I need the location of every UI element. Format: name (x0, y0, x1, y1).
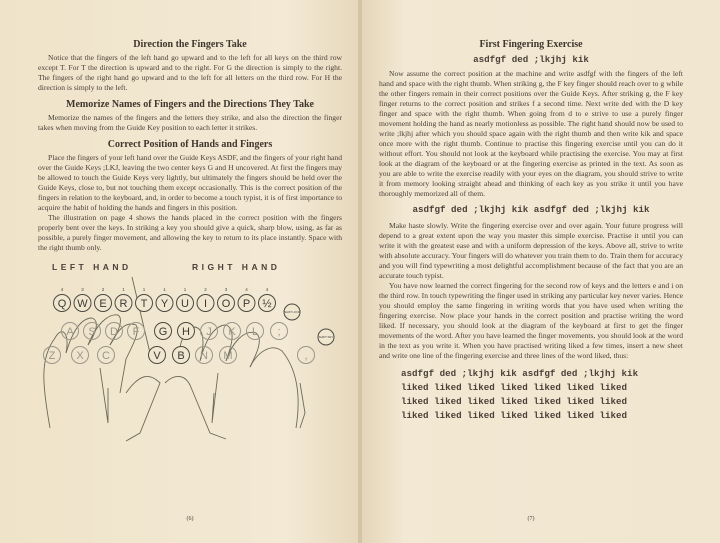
key-N (196, 347, 213, 364)
key-label: U (181, 297, 189, 310)
key-label: K (228, 325, 236, 338)
sample-line: liked liked liked liked liked liked liked (401, 382, 628, 393)
key-label: S (88, 325, 96, 338)
finger-number: 2 (204, 287, 207, 292)
key-label: SHIFT LOCK (284, 310, 300, 314)
heading-first-fingering: First Fingering Exercise (479, 39, 583, 50)
key-½ (259, 295, 276, 312)
finger-number: 3 (81, 287, 84, 292)
key-X (72, 347, 89, 364)
key-label: G (158, 325, 168, 338)
exercise-title: asdfgf ded ;lkjhj kik (473, 54, 589, 65)
heading-correct-position: Correct Position of Hands and Fingers (107, 139, 273, 150)
key-V (149, 347, 166, 364)
key-label: Q (57, 297, 67, 310)
paragraph: Make haste slowly. Write the fingering exercise over and over again. Your future progress will depend to a great extent upon the way you master this simple exercise. Practise it until you can write it with the greatest ease and with a uniform depression of the keys. Above all, strive to write with absolute accuracy. Your fingers will do whatever you train them to do. Train them for accuracy and you will find typewriting a most delightful accomplishment because of the fact that you are an accurate touch typist. (379, 221, 683, 280)
keyboard-diagram (0, 273, 359, 443)
key-Q (54, 295, 71, 312)
key-label: O (221, 297, 231, 310)
key-H (178, 323, 195, 340)
key-S (84, 323, 101, 340)
key-label: M (223, 349, 233, 362)
key-C (98, 347, 115, 364)
key-Y (156, 295, 173, 312)
paragraph: Now assume the correct position at the machine and write asdfgf with the fingers of the left hand and space with the right thumb. When striking g, the F key finger should reach over to g while the other fingers remain in their correct positions over the Guide Keys. After striking g, the F key finger returns to the correct position and strikes f a second time. Next write ded with the D key finger and space with the right thumb. When going from d to e strive to use a purely finger movement holding the hand as nearly motionless as possible. The right hand should now be used to write ;lkjhj after which you should space again with the right thumb and then write kik and space once more with the right thumb. Continue to practise this fingering exercise until you can do it without effort. You should not look at the keyboard while practising the exercise. You may at first look at the diagram of the keyboard or at the fingering exercise as printed in the text. As soon as you are able to write the exercise readily with your eyes on the diagram, you should strive to write it from memory looking straight ahead and thinking of each key as you strike it until you have thoroughly memorized all of them. (379, 69, 683, 198)
sample-line: asdfgf ded ;lkjhj kik asdfgf ded ;lkjhj kik (401, 368, 639, 379)
key-label: R (119, 297, 128, 310)
paragraph: Memorize the names of the fingers and the letters they strike, and also the direction the finger takes when moving from the Guide Key position to each letter it strikes. (38, 113, 342, 132)
key-F (128, 323, 145, 340)
key-label: ; (277, 325, 281, 338)
heading-memorize: Memorize Names of Fingers and the Directions They Take (66, 99, 314, 110)
sample-line: liked liked liked liked liked liked liked (401, 396, 628, 407)
key-label: H (182, 325, 190, 338)
key-label: Y (160, 297, 169, 310)
key-W (74, 295, 91, 312)
finger-number: 2 (101, 287, 105, 292)
key-label: SHIFT KEY (318, 335, 334, 340)
shift-key (318, 329, 334, 345)
key-label: Z (48, 349, 56, 362)
key-label: L (251, 325, 259, 338)
finger-number: 3 (224, 287, 228, 292)
key-label: V (153, 349, 161, 362)
hand-labels (38, 261, 342, 273)
key-label: T (140, 297, 148, 310)
right-page (361, 0, 720, 543)
key-label: A (66, 325, 74, 338)
shift-lock-key (284, 304, 300, 320)
page-number: (6) (186, 516, 194, 522)
key-label: C (102, 349, 110, 362)
paragraph: The illustration on page 4 shows the hands placed in the correct position with the fingers properly bent over the keys. In striking a key you should give a quick, sharp blow, using, as far as possible, a purely finger movement, and allowing the key to return to its place instantly. Space with the right thumb only. (38, 213, 342, 252)
exercise-line: asdfgf ded ;lkjhj kik asdfgf ded ;lkjhj kik (412, 204, 650, 215)
key-D (106, 323, 123, 340)
key-label: P (242, 297, 251, 310)
key-I (197, 295, 214, 312)
paragraph: You have now learned the correct fingering for the second row of keys and the letters e and i on the third row. In touch typewriting the finger used in striking any particular key never varies. Hence you should employ the same fingering in writing words that you have used when writing the fingering exercise. Now place your hands in the correct position and practise writing the word liked. If necessary, you should look at the diagram of the keyboard at first to get the finger movements of the word. After you have learned the finger movements, you should look at the word in the text as you write it. When you have practised writing liked a few times, insert a new sheet and write one line of the fingering exercise and three lines of the word liked, thus: (379, 281, 683, 360)
key-label: X (76, 349, 84, 362)
key-label: E (99, 297, 107, 310)
finger-number: 1 (163, 287, 166, 292)
finger-number: 1 (183, 287, 187, 292)
key-J (201, 323, 218, 340)
finger-number: 1 (142, 287, 146, 292)
key-label: J (206, 325, 212, 338)
key-A (62, 323, 79, 340)
key-T (136, 295, 153, 312)
key-label: , (304, 349, 308, 362)
key-label: N (200, 349, 208, 362)
key-Z (44, 347, 61, 364)
right-text-column (379, 38, 683, 423)
key-O (218, 295, 235, 312)
key-label: W (77, 297, 88, 310)
key-M (220, 347, 237, 364)
key-label: D (110, 325, 118, 338)
key-K (224, 323, 241, 340)
page-number: (7) (527, 516, 535, 522)
key-label: F (132, 325, 140, 338)
paragraph: Notice that the fingers of the left hand go upward and to the left for all keys on the third row except T. For T the direction is upward and to the right. For G the direction is simply to the right. The fingers of the right hand go upward and to the left for all letters on the third row. For H the direction is simply to the left. (38, 53, 342, 92)
left-text-column (38, 38, 342, 253)
finger-number: 4 (265, 287, 269, 292)
sample-lines (401, 367, 683, 423)
key-label: B (177, 349, 185, 362)
key-E (95, 295, 112, 312)
right-hand-label: RIGHT HAND (192, 262, 281, 272)
key-L (247, 323, 264, 340)
key-R (115, 295, 132, 312)
book-gutter (358, 0, 362, 543)
key-; (271, 323, 288, 340)
heading-direction: Direction the Fingers Take (133, 39, 247, 50)
key-P (238, 295, 255, 312)
finger-number: 1 (122, 287, 125, 292)
left-hand-label: LEFT HAND (52, 262, 132, 272)
sample-line: liked liked liked liked liked liked liked (401, 410, 628, 421)
key-G (155, 323, 172, 340)
key-label: I (203, 297, 208, 310)
key-label: ½ (262, 297, 272, 310)
left-page (0, 0, 359, 543)
finger-number: 4 (245, 287, 248, 292)
paragraph: Place the fingers of your left hand over the Guide Keys ASDF, and the fingers of your right hand over the Guide Keys ;LKJ, leaving the two center keys G and H uncovered. At first the fingers may be allowed to touch the Guide Keys very lightly, but ultimately the fingers should be held over the Guide Keys, close to, but not touching them except occasionally. This is the correct position of the fingers in relation to the keyboard, and, in order to become a touch typist, it is of first importance to acquire the habit of holding the hands and fingers in this position. (38, 153, 343, 212)
finger-number: 4 (60, 287, 64, 292)
key-, (298, 347, 315, 364)
key-U (177, 295, 194, 312)
key-B (173, 347, 190, 364)
